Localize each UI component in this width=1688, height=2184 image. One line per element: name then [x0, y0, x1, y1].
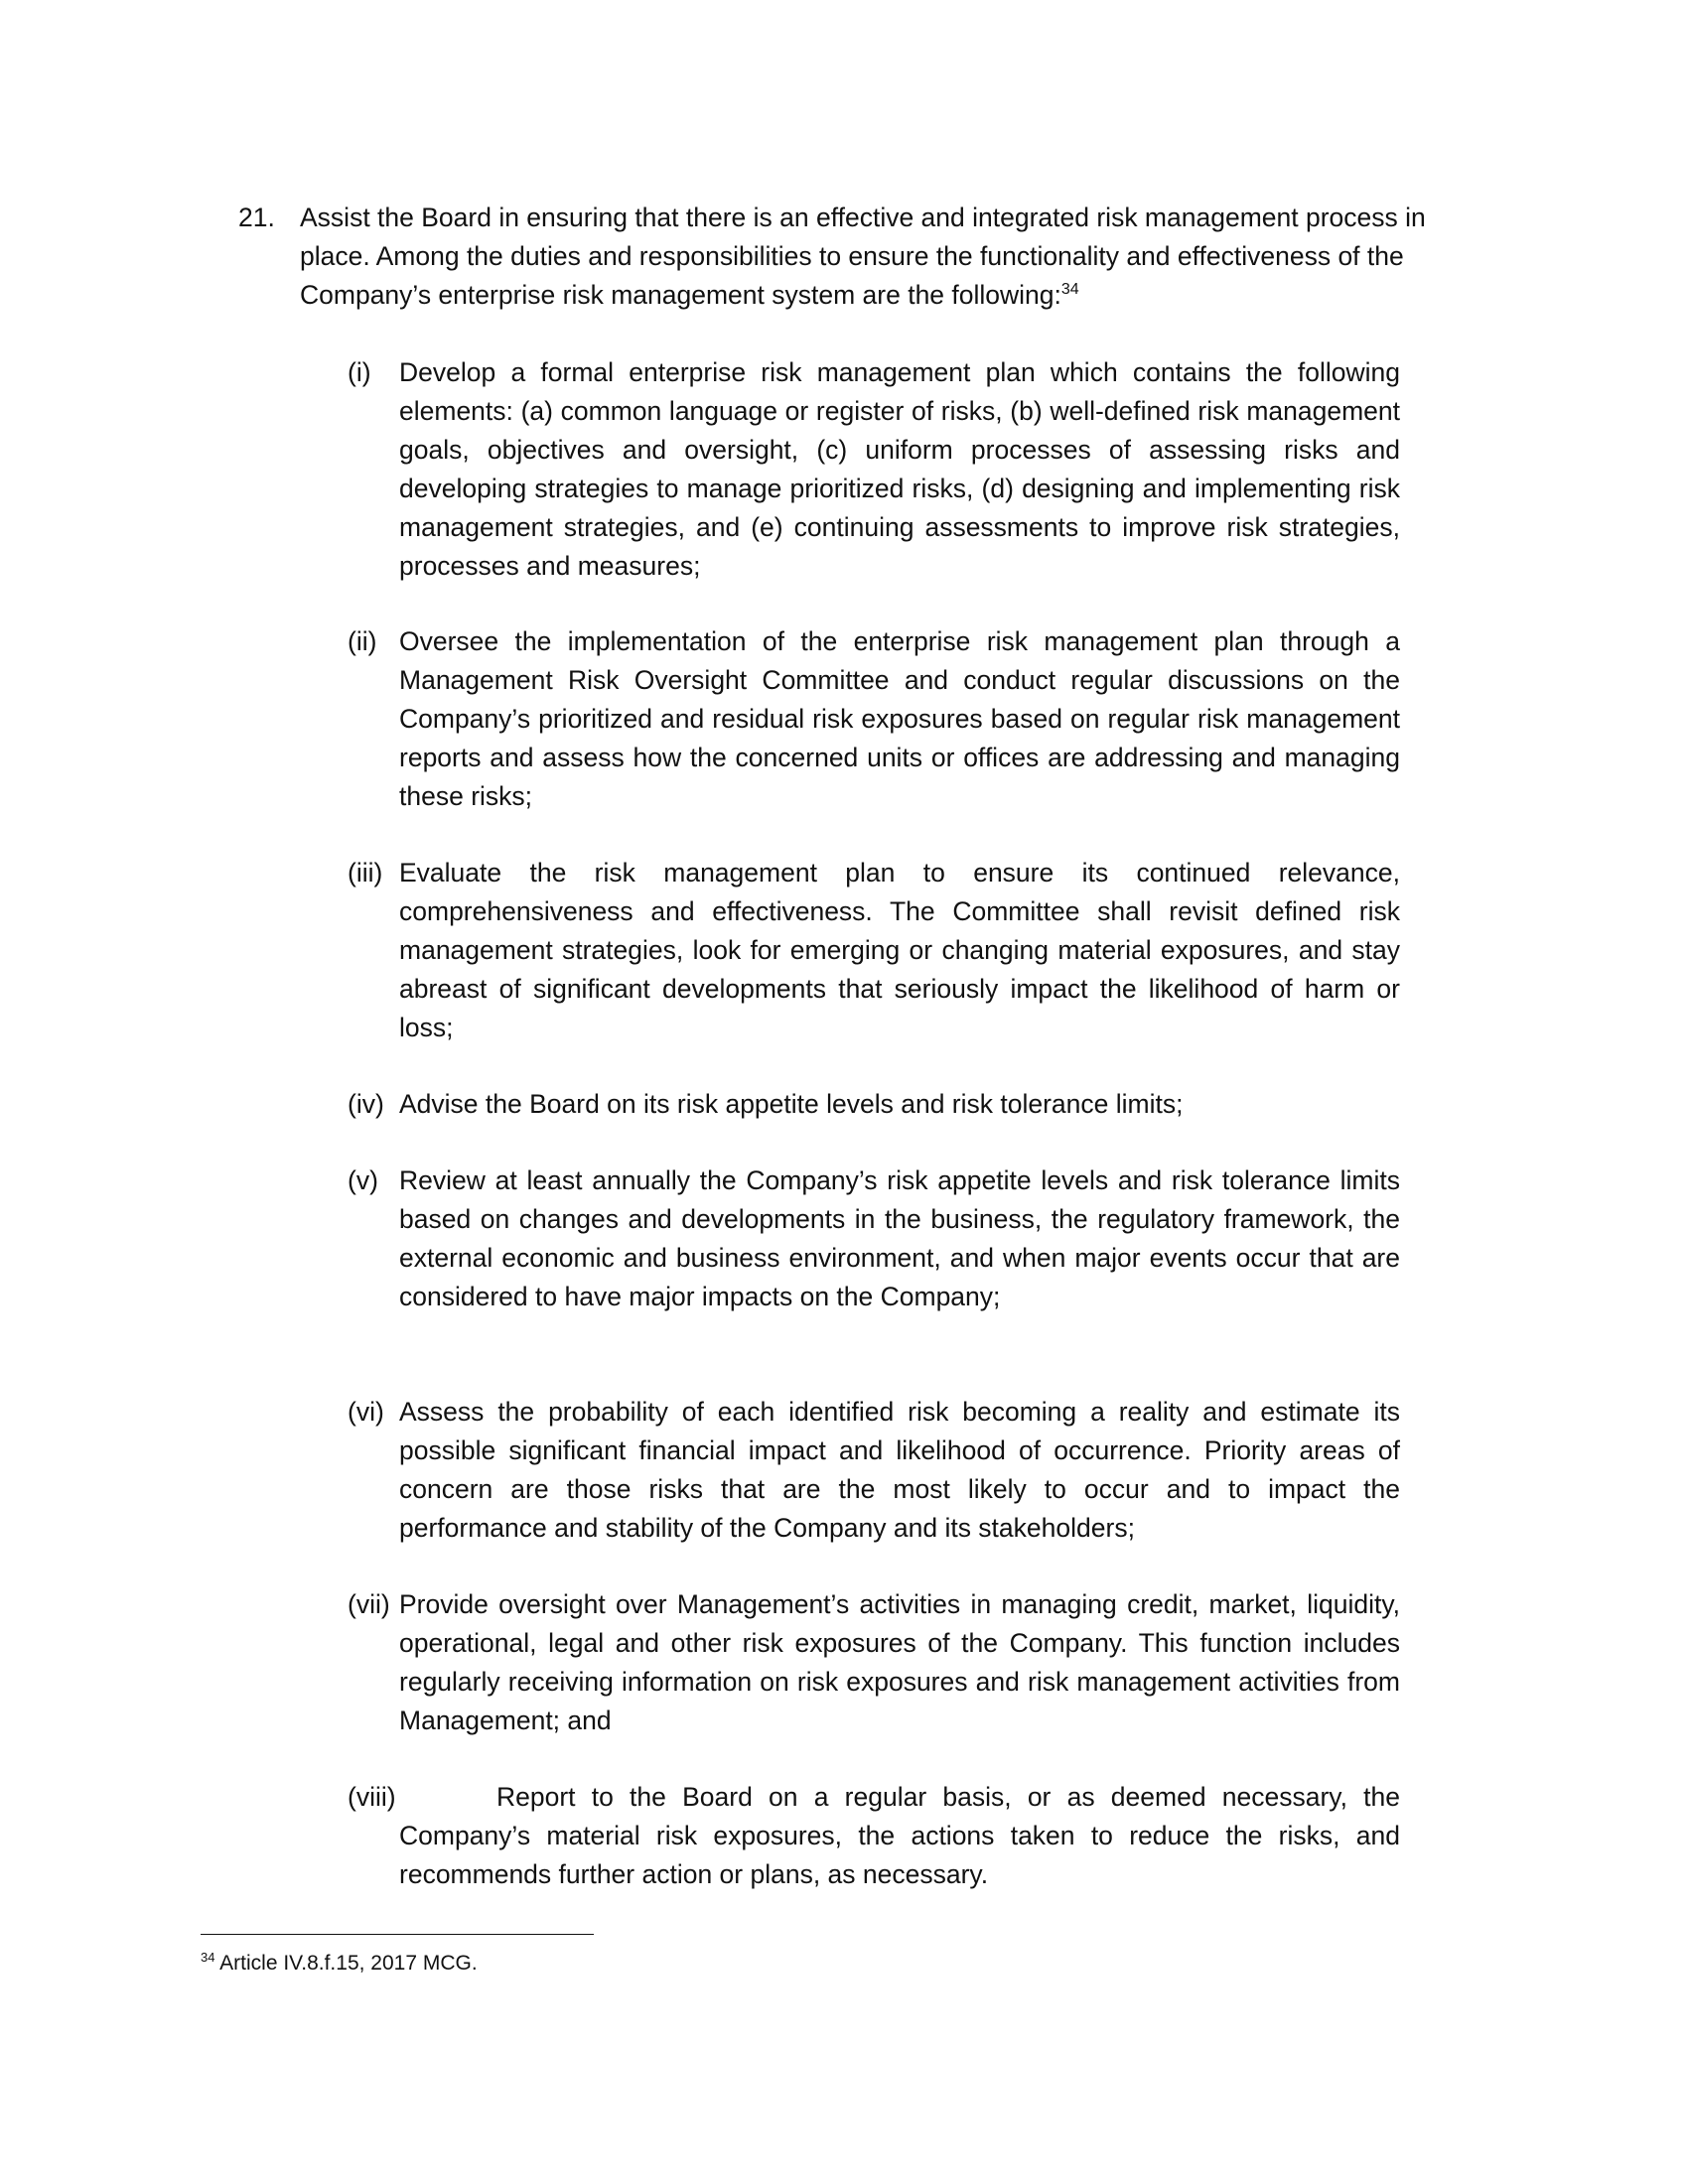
- footnote-reference[interactable]: 34: [1060, 281, 1079, 299]
- list-item-number: (ii): [348, 626, 377, 656]
- list-item-number: (v): [348, 1165, 378, 1195]
- list-item-iii: [348, 854, 1400, 1047]
- list-item-text: Advise the Board on its risk appetite levels and risk tolerance limits;: [399, 1089, 1184, 1119]
- list-item-text: Evaluate the risk management plan to ensure its continued relevance, comprehensiveness and effectiveness. The Committee shall revisit defined risk management strategies, look for emerging or changing material exposures, and stay abreast of significant developments that seriously impact the likelihood of harm or loss;: [399, 858, 1400, 1042]
- list-item-iv: [348, 1085, 1400, 1124]
- list-item-text: Provide oversight over Management’s activities in managing credit, market, liquidity, operational, legal and other risk exposures of the Company. This function includes regularly receiving information on risk exposures and risk management activities from Management; and: [399, 1589, 1400, 1735]
- list-item-text: Assess the probability of each identified risk becoming a reality and estimate its possible significant financial impact and likelihood of occurrence. Priority areas of concern are those risks that are the most likely to occur and to impact the performance and stability of the Company and its stakeholders;: [399, 1397, 1400, 1543]
- list-item-text: Review at least annually the Company’s risk appetite levels and risk tolerance limits based on changes and developments in the business, the regulatory framework, the external economic and business environment, and when major events occur that are considered to have major impacts on the Company;: [399, 1165, 1400, 1311]
- list-item-text-body: Report to the Board on a regular basis, or as deemed necessary, the Company’s material risk exposures, the actions taken to reduce the risks, and recommends further action or plans, as necessary.: [399, 1782, 1400, 1889]
- list-item-i: [348, 353, 1400, 586]
- footnote-divider: [201, 1934, 594, 1935]
- list-item-v: [348, 1161, 1400, 1316]
- list-item-number: (iii): [348, 858, 383, 887]
- list-item-vii: [348, 1585, 1400, 1740]
- footnote-text: Article IV.8.f.15, 2017 MCG.: [219, 1952, 478, 1975]
- list-item-number: (vi): [348, 1397, 384, 1427]
- list-item-vi: [348, 1393, 1400, 1548]
- section-number: 21.: [238, 203, 275, 232]
- list-item-number: (i): [348, 357, 371, 387]
- list-item-viii: [348, 1778, 1400, 1894]
- section-item-21: [238, 199, 1499, 315]
- list-item-text: Oversee the implementation of the enterprise risk management plan through a Management Risk Oversight Committee and conduct regular discussions on the Company’s prioritized and residual risk exposures based on regular risk management reports and assess how the concerned units or offices are addressing and managing these risks;: [399, 626, 1400, 811]
- list-item-number: (iv): [348, 1089, 384, 1119]
- list-item-text: Develop a formal enterprise risk management plan which contains the following elements: (a) common language or register of risks, (b) well-defined risk management goals, objectives and oversight, (c) uniform processes of assessing risks and developing strategies to manage prioritized risks, (d) designing and implementing risk management strategies, and (e) continuing assessments to improve risk strategies, processes and measures;: [399, 357, 1400, 581]
- list-item-ii: [348, 622, 1400, 816]
- section-text: [300, 199, 1499, 315]
- list-item-number: (viii): [348, 1782, 396, 1812]
- footnote-number: 34: [201, 1950, 215, 1965]
- list-item-text: [399, 1778, 1400, 1894]
- footnote: [201, 1949, 478, 1979]
- section-text-body: Assist the Board in ensuring that there is an effective and integrated risk management process in place. Among the duties and responsibilities to ensure the functionality and effectiveness of the Company’s enterprise risk management system are the following:: [300, 203, 1426, 310]
- list-item-number: (vii): [348, 1589, 390, 1619]
